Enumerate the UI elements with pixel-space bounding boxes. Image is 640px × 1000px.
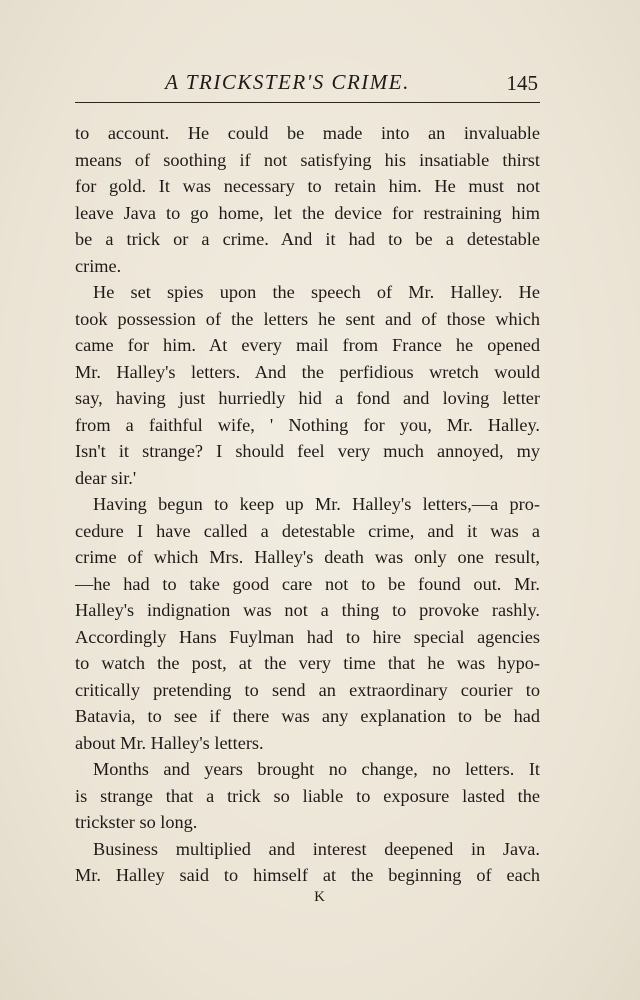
text-line: Mr. Halley said to himself at the beginning of each (75, 865, 540, 885)
body-text (75, 120, 540, 889)
text-line: to watch the post, at the very time that he was hypo- (75, 653, 540, 673)
running-title: A TRICKSTER'S CRIME. (165, 70, 410, 94)
text-line: cedure I have called a detestable crime, and it was a (75, 520, 540, 541)
header-rule (75, 102, 540, 103)
text-line: from a faithful wife, ' Nothing for you, Mr. Halley. (75, 414, 540, 435)
text-line: be a trick or a crime. And it had to be a detestable (75, 229, 540, 249)
text-line: took possession of the letters he sent and of those which (75, 308, 540, 329)
text-line: trickster so long. (75, 812, 198, 832)
text-line: Halley's indignation was not a thing to provoke rashly. (75, 600, 540, 620)
signature-mark: K (314, 889, 326, 905)
text-line: Isn't it strange? I should feel very much annoyed, my (75, 441, 540, 461)
text-line: —he had to take good care not to be found out. Mr. (75, 573, 540, 594)
text-line: He set spies upon the speech of Mr. Halley. He (93, 282, 540, 302)
text-line: to account. He could be made into an invaluable (75, 123, 540, 143)
text-line: came for him. At every mail from France he opened (75, 335, 540, 355)
text-line: crime of which Mrs. Halley's death was only one result, (75, 547, 540, 567)
text-line: Having begun to keep up Mr. Halley's letters,—a pro- (93, 494, 540, 514)
text-line: for gold. It was necessary to retain him. He must not (75, 176, 540, 196)
text-line: Months and years brought no change, no letters. It (93, 759, 540, 779)
page-number: 145 (506, 71, 538, 95)
text-line: is strange that a trick so liable to exposure lasted the (75, 785, 540, 806)
text-line: Accordingly Hans Fuylman had to hire special agencies (75, 626, 540, 647)
text-line: dear sir.' (75, 467, 137, 488)
text-line: means of soothing if not satisfying his insatiable thirst (75, 149, 540, 170)
page-header (75, 70, 540, 104)
text-line: about Mr. Halley's letters. (75, 732, 264, 753)
text-line: crime. (75, 255, 122, 276)
text-line: Business multiplied and interest deepened in Java. (93, 838, 540, 859)
text-line: say, having just hurriedly hid a fond and loving letter (75, 388, 540, 408)
text-line: Batavia, to see if there was any explanation to be had (75, 706, 540, 726)
text-line: leave Java to go home, let the device for restraining him (75, 202, 540, 223)
text-line: Mr. Halley's letters. And the perfidious wretch would (75, 361, 540, 382)
text-line: critically pretending to send an extraordinary courier to (75, 679, 540, 700)
